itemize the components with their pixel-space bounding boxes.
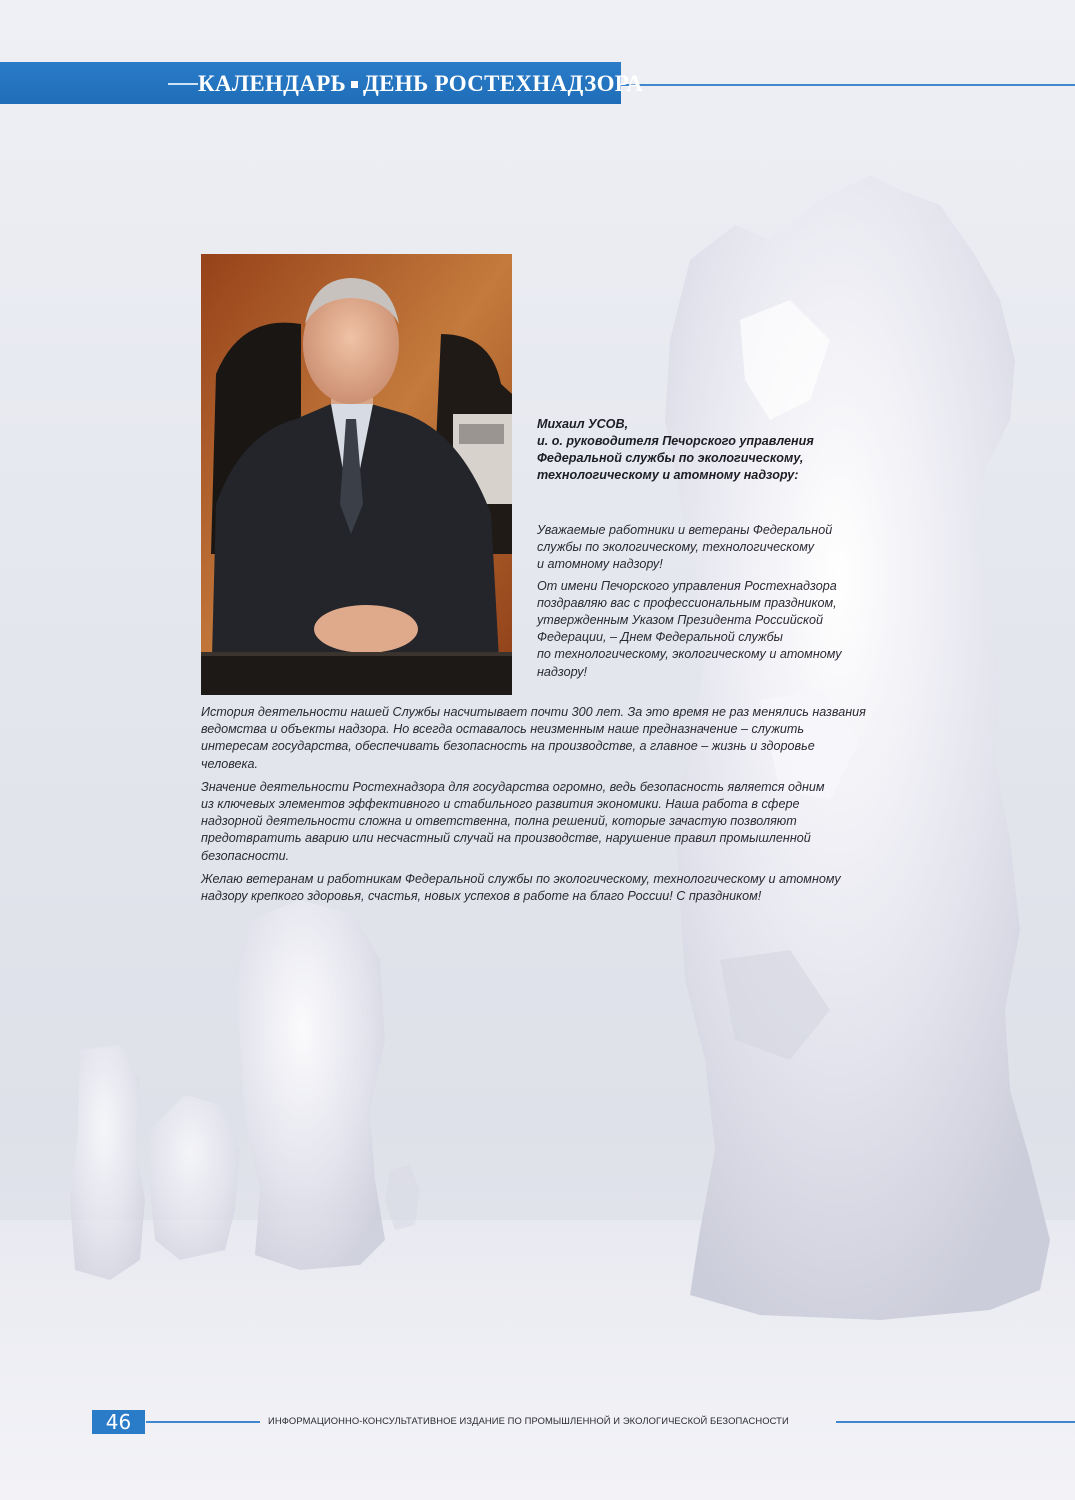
article-body <box>201 704 901 911</box>
author-name: Михаил УСОВ, <box>537 417 629 431</box>
author-block <box>537 416 867 484</box>
publication-title: ИНФОРМАЦИОННО-КОНСУЛЬТАТИВНОЕ ИЗДАНИЕ ПО ПРОМЫШЛЕННОЙ И ЭКОЛОГИЧЕСКОЙ БЕЗОПАСНОСТИ <box>268 1415 789 1426</box>
greeting-paragraph: От имени Печорского управления Ростехнадзора поздравляю вас с профессиональным праздником, утвержденным Указом Президента Российской Федерации, – Днем Федеральной службы по технологическому, экологическому и атомному надзору! <box>537 578 842 679</box>
section-title <box>198 66 643 102</box>
page-number: 46 <box>105 1410 132 1434</box>
body-paragraph: История деятельности нашей Службы насчитывает почти 300 лет. За это время не раз менялись названия ведомства и объекты надзора. Но всегда оставалось неизменным наше предназначение – служить интересам государства, обеспечивать безопасность на производстве, а главное – жизнь и здоровье человека. <box>201 705 866 771</box>
body-paragraph: Значение деятельности Ростехнадзора для государства огромно, ведь безопасность является одним из ключевых элементов эффективного и стабильного развития экономики. Наша работа в сфере надзорной деятельности сложна и ответственна, полна решений, которые зачастую позволяют предотвратить аварию или несчастный случай на производстве, нарушение правил промышленной безопасности. <box>201 779 825 863</box>
section-label: КАЛЕНДАРЬ <box>198 71 347 96</box>
footer-rule-left <box>146 1421 260 1423</box>
portrait-photo <box>201 254 512 695</box>
body-paragraph: Желаю ветеранам и работникам Федеральной службы по экологическому, технологическому и атомному надзору крепкого здоровья, счастья, новых успехов в работе на благо России! С праздником! <box>201 871 841 904</box>
greeting-block <box>537 522 877 685</box>
portrait-illustration <box>201 254 512 695</box>
footer-rule-right <box>836 1421 1075 1423</box>
author-role: и. о. руководителя Печорского управления Федеральной службы по экологическому, технологическому и атомному надзору: <box>537 434 814 482</box>
header-rule <box>621 84 1075 86</box>
header-dash <box>168 83 198 85</box>
topic-label: ДЕНЬ РОСТЕХНАДЗОРА <box>363 71 644 96</box>
greeting-paragraph: Уважаемые работники и ветераны Федеральной службы по экологическому, технологическому и атомному надзору! <box>537 523 833 572</box>
separator-square-icon <box>351 81 358 88</box>
